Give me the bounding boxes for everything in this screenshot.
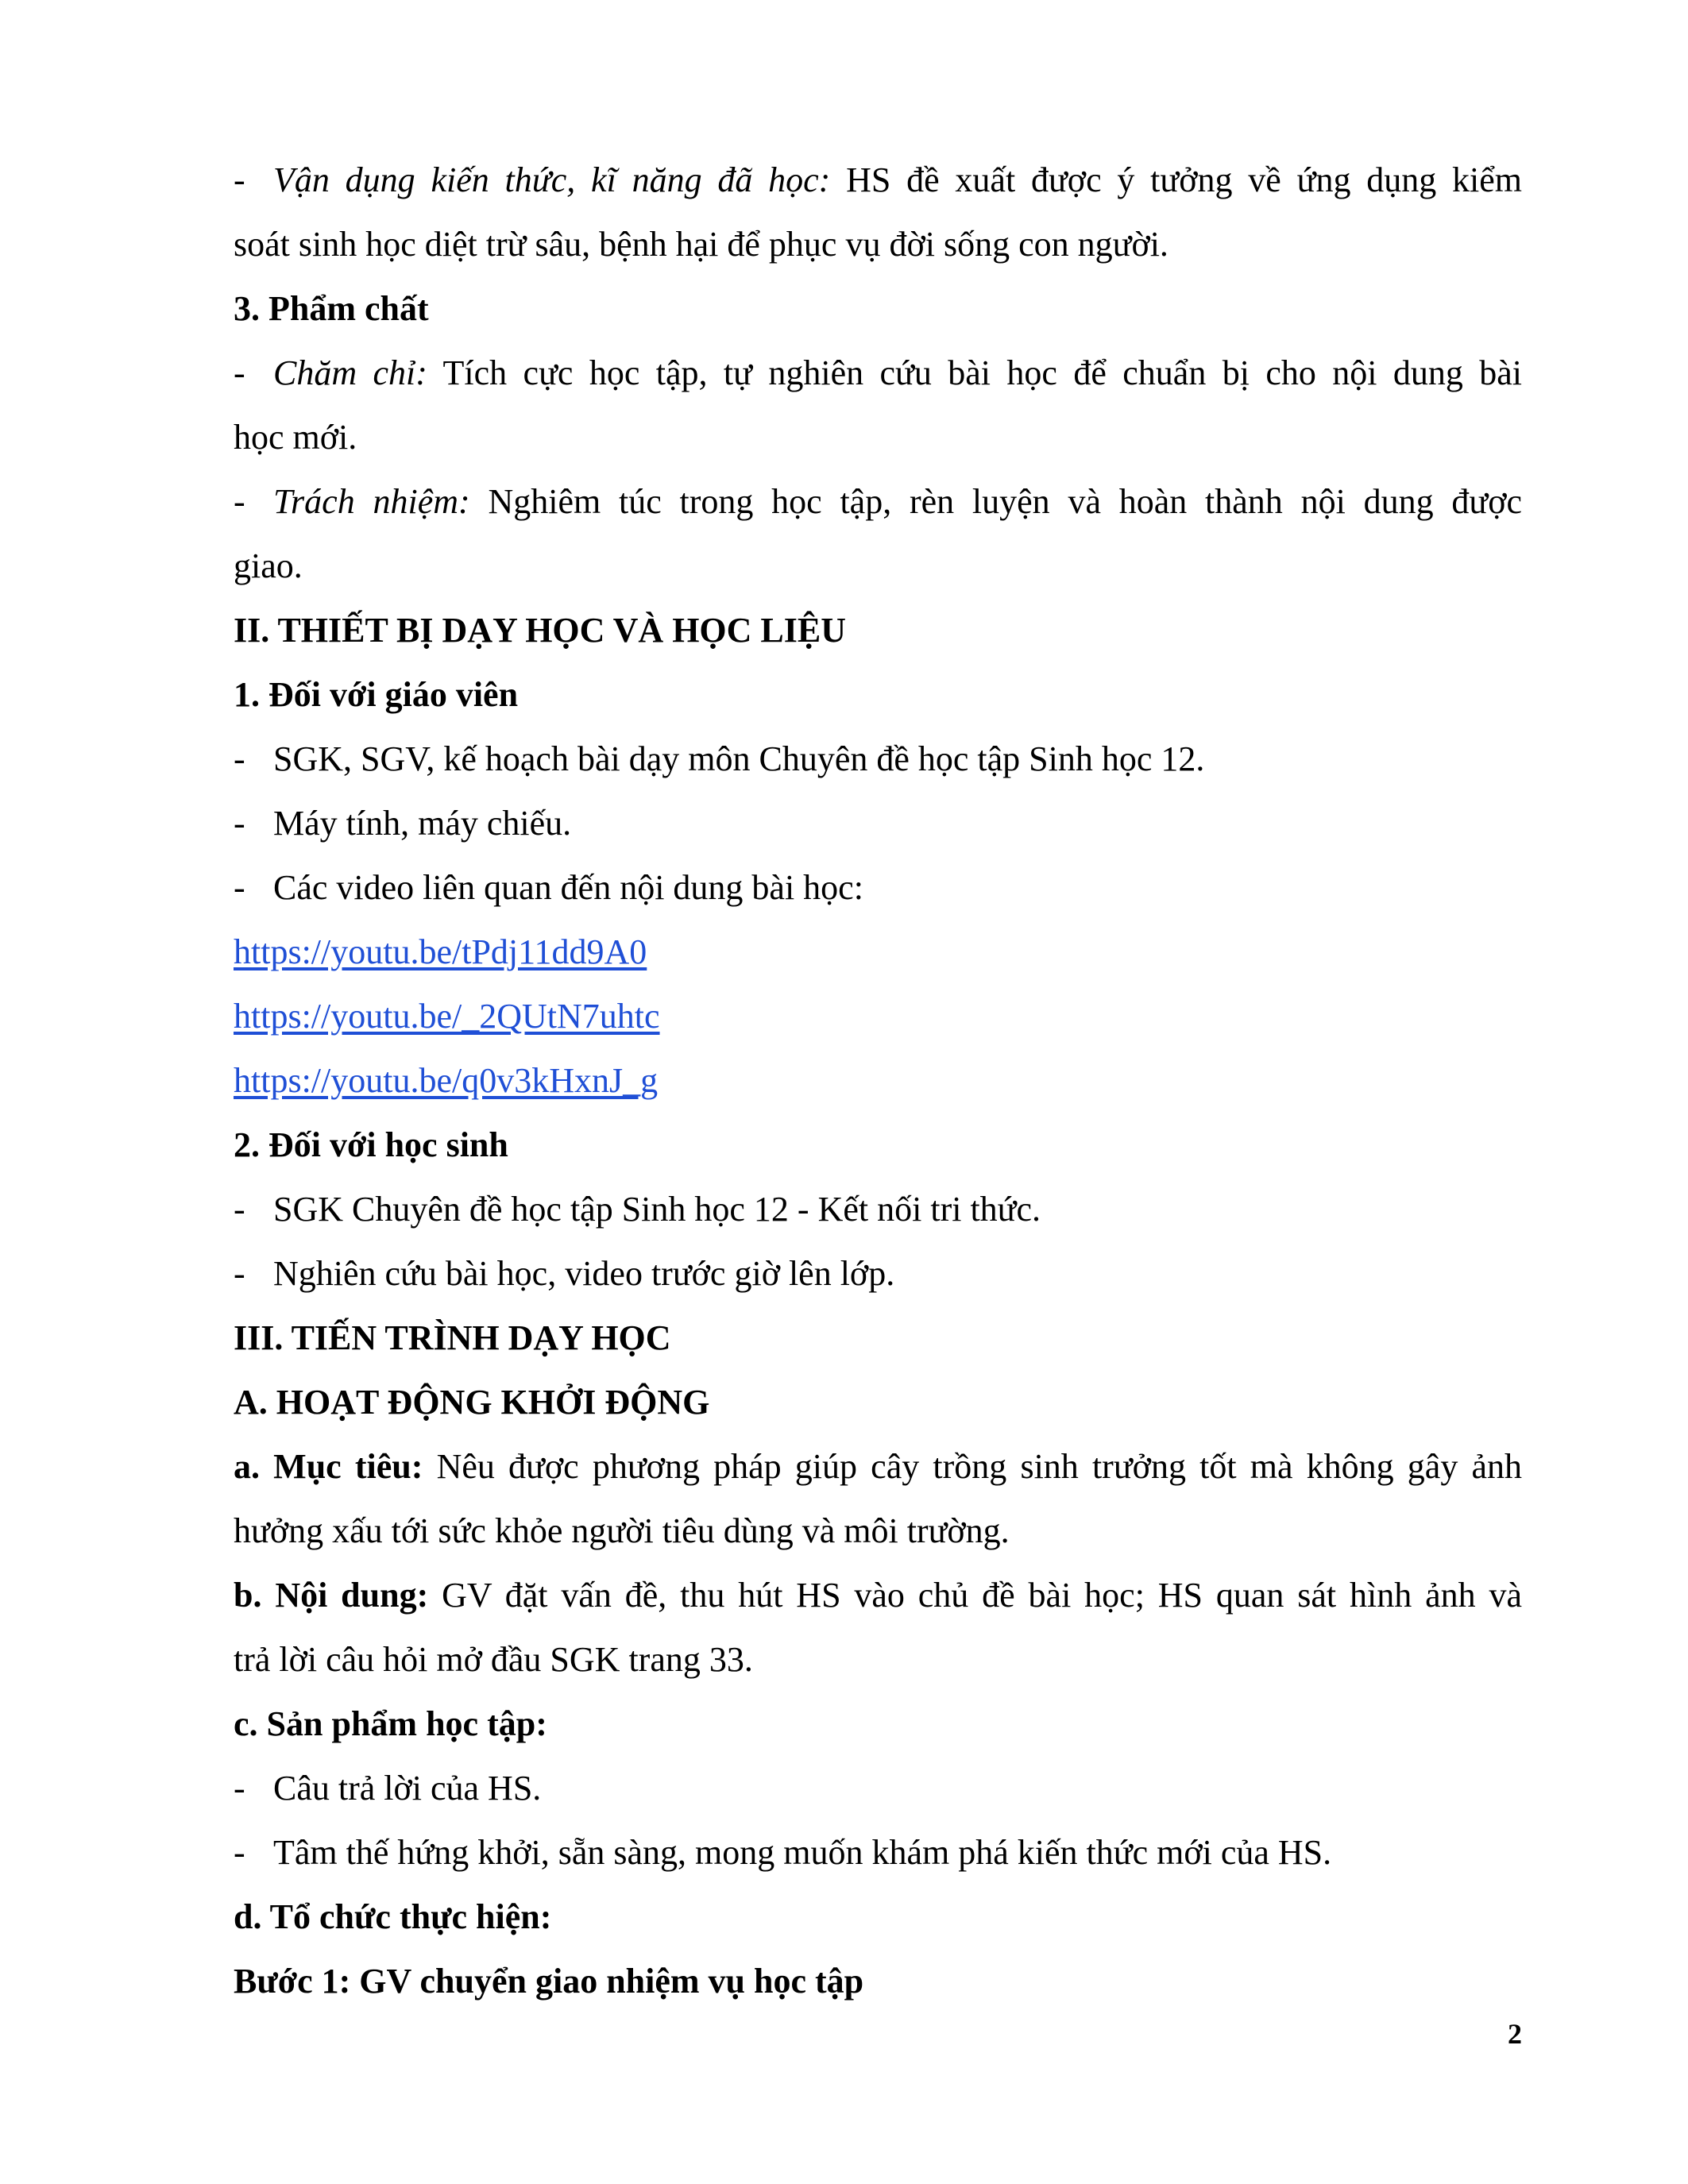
document-page: [234, 148, 1522, 2013]
list-item-text: Các video liên quan đến nội dung bài học:: [273, 868, 863, 907]
list-item-gv-3: [234, 855, 1522, 920]
bullet-dash: -: [234, 739, 245, 778]
list-item-text: Máy tính, máy chiếu.: [273, 804, 572, 843]
list-item-sp-1: [234, 1756, 1522, 1820]
cham-chi-label: Chăm chỉ:: [273, 353, 427, 392]
heading-hoc-sinh: 2. Đối với học sinh: [234, 1125, 508, 1164]
list-item-text: Câu trả lời của HS.: [273, 1769, 542, 1808]
heading-to-chuc: d. Tổ chức thực hiện:: [234, 1897, 552, 1936]
list-item-text: SGK, SGV, kế hoạch bài dạy môn Chuyên đề học tập Sinh học 12.: [273, 739, 1205, 778]
paragraph-muc-tieu-line2: hưởng xấu tới sức khỏe người tiêu dùng và môi trường.: [234, 1511, 1010, 1550]
list-item-gv-1: [234, 727, 1522, 791]
video-link-1[interactable]: https://youtu.be/tPdj11dd9A0: [234, 932, 647, 971]
heading-tien-trinh: III. TIẾN TRÌNH DẠY HỌC: [234, 1318, 671, 1357]
muc-tieu-label: a. Mục tiêu:: [234, 1447, 423, 1486]
list-item-gv-2: [234, 791, 1522, 855]
heading-pham-chat: 3. Phẩm chất: [234, 289, 429, 328]
video-link-2[interactable]: https://youtu.be/_2QUtN7uhtc: [234, 997, 660, 1036]
paragraph-muc-tieu-line1: [234, 1434, 1522, 1499]
heading-thiet-bi: II. THIẾT BỊ DẠY HỌC VÀ HỌC LIỆU: [234, 611, 847, 650]
video-link-row-3: [234, 1048, 1522, 1113]
list-item-text: SGK Chuyên đề học tập Sinh học 12 - Kết nối tri thức.: [273, 1190, 1041, 1229]
paragraph-noi-dung-line2: trả lời câu hỏi mở đầu SGK trang 33.: [234, 1640, 753, 1679]
heading-khoi-dong: A. HOẠT ĐỘNG KHỞI ĐỘNG: [234, 1383, 710, 1422]
paragraph-trach-nhiem-line2: giao.: [234, 546, 303, 585]
paragraph-cham-chi-line2: học mới.: [234, 418, 357, 457]
van-dung-text: HS đề xuất được ý tưởng về ứng dụng kiểm: [846, 160, 1522, 199]
bullet-dash: -: [234, 804, 245, 843]
list-item-hs-1: [234, 1177, 1522, 1241]
video-link-3[interactable]: https://youtu.be/q0v3kHxnJ_g: [234, 1061, 659, 1100]
van-dung-label: Vận dụng kiến thức, kĩ năng đã học:: [273, 160, 831, 199]
list-item-hs-2: [234, 1241, 1522, 1306]
paragraph-trach-nhiem-line1: [234, 469, 1522, 534]
cham-chi-text: Tích cực học tập, tự nghiên cứu bài học để chuẩn bị cho nội dung bài: [442, 353, 1522, 392]
heading-san-pham: c. Sản phẩm học tập:: [234, 1704, 547, 1743]
paragraph-cham-chi-line1: [234, 341, 1522, 405]
list-item-text: Nghiên cứu bài học, video trước giờ lên lớp.: [273, 1254, 895, 1293]
noi-dung-label: b. Nội dung:: [234, 1576, 429, 1615]
bullet-dash: -: [234, 1833, 245, 1872]
list-item-sp-2: [234, 1820, 1522, 1885]
bullet-dash: -: [234, 160, 245, 199]
list-item-text: Tâm thế hứng khởi, sẵn sàng, mong muốn khám phá kiến thức mới của HS.: [273, 1833, 1332, 1872]
muc-tieu-text: Nêu được phương pháp giúp cây trồng sinh trưởng tốt mà không gây ảnh: [436, 1447, 1523, 1486]
trach-nhiem-label: Trách nhiệm:: [273, 482, 470, 521]
bullet-dash: -: [234, 1769, 245, 1808]
page-number: 2: [1508, 2018, 1522, 2050]
bullet-dash: -: [234, 1254, 245, 1293]
bullet-dash: -: [234, 868, 245, 907]
trach-nhiem-text: Nghiêm túc trong học tập, rèn luyện và hoàn thành nội dung được: [488, 482, 1522, 521]
bullet-dash: -: [234, 482, 245, 521]
noi-dung-text: GV đặt vấn đề, thu hút HS vào chủ đề bài học; HS quan sát hình ảnh và: [442, 1576, 1523, 1615]
paragraph-noi-dung-line1: [234, 1563, 1522, 1627]
bullet-dash: -: [234, 1190, 245, 1229]
paragraph-van-dung-line1: [234, 148, 1522, 212]
video-link-row-2: [234, 984, 1522, 1048]
paragraph-van-dung-line2: soát sinh học diệt trừ sâu, bệnh hại để phục vụ đời sống con người.: [234, 225, 1168, 264]
heading-giao-vien: 1. Đối với giáo viên: [234, 675, 519, 714]
heading-buoc-1: Bước 1: GV chuyển giao nhiệm vụ học tập: [234, 1962, 864, 2001]
bullet-dash: -: [234, 353, 245, 392]
video-link-row-1: [234, 920, 1522, 984]
